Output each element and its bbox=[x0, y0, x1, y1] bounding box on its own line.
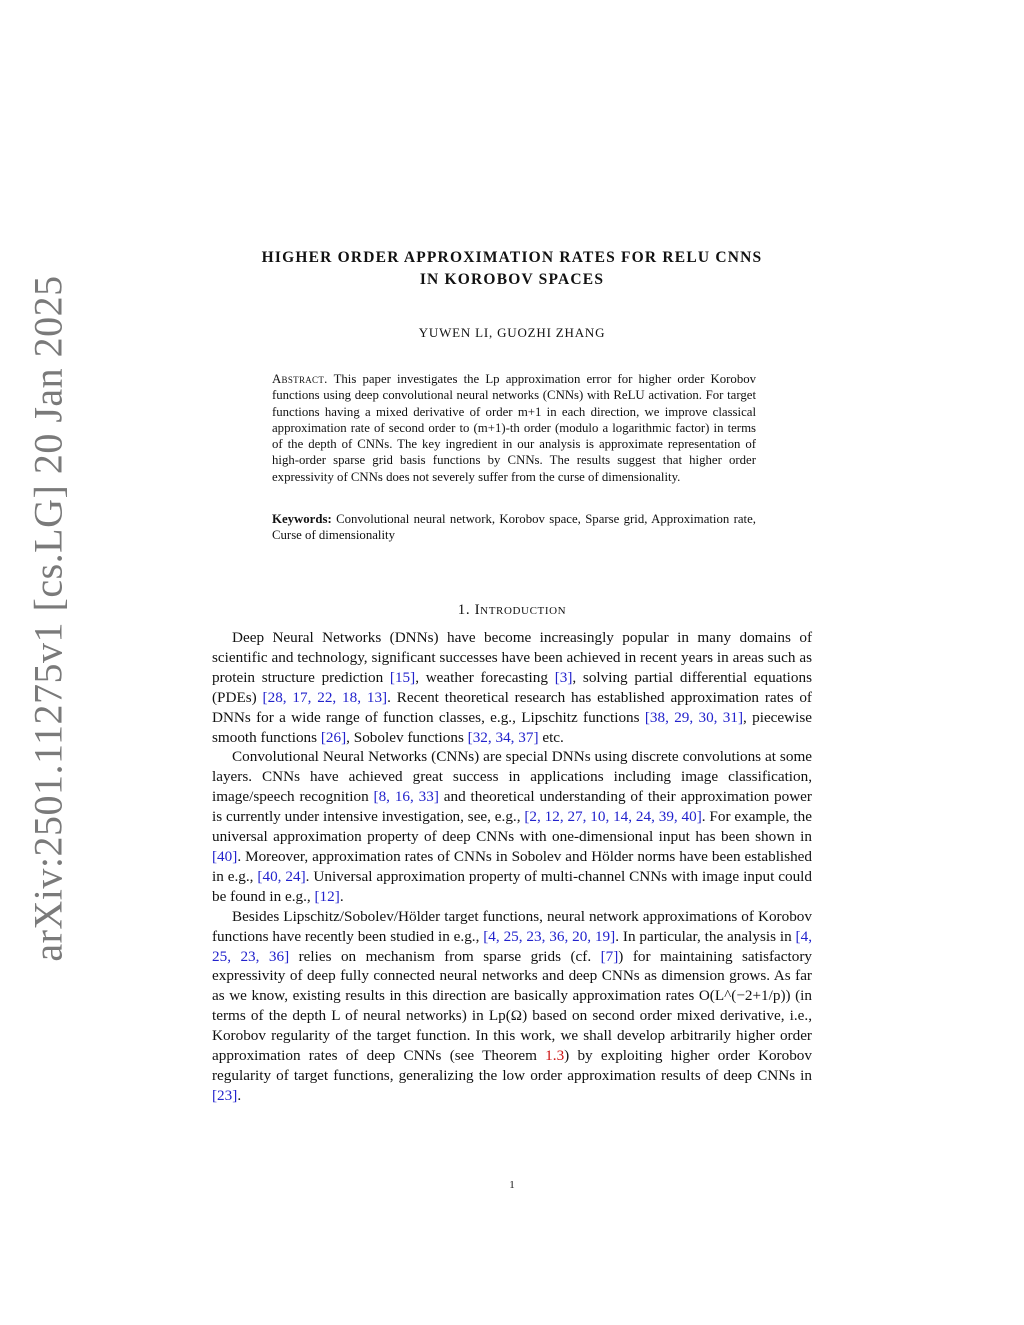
text-run: ) for maintaining satisfactory expressivity of deep fully connected neural networks and deep CNNs as dimension grows. As far as we know, existing results in this direction are basically approximation rates O(L^(−2+1/p)) (in terms of the depth L of neural networks) in Lp(Ω) based on second order mixed derivative, i.e., Korobov regularity of the target function. In this work, we shall develop arbitrarily higher order approximation rates of deep CNNs (see Theorem bbox=[212, 947, 812, 1065]
text-run: , piecewise smooth functions bbox=[212, 708, 813, 746]
text-run: , Sobolev functions bbox=[346, 728, 468, 746]
citation-link[interactable]: [26] bbox=[320, 728, 347, 746]
citation-link[interactable]: [15] bbox=[389, 668, 416, 686]
text-run: and theoretical understanding of their approximation power is currently under intensive investigation, see, e.g., bbox=[212, 788, 812, 826]
text-run: relies on mechanism from sparse grids (cf. bbox=[289, 947, 601, 965]
section-title: Introduction bbox=[474, 602, 567, 618]
citation-link[interactable]: [23] bbox=[212, 1086, 238, 1104]
citation-link[interactable]: [8, 16, 33] bbox=[373, 788, 439, 806]
arxiv-watermark bbox=[25, 274, 71, 962]
text-run: , solving partial differential equations (PDEs) bbox=[212, 668, 812, 706]
citation-link[interactable]: [4, 25, 23, 36] bbox=[212, 927, 812, 965]
abstract bbox=[272, 371, 756, 485]
text-run: . In particular, the analysis in bbox=[615, 927, 796, 945]
text-run: ) by exploiting higher order Korobov regularity of target functions, generalizing the low order approximation results of deep CNNs in bbox=[212, 1047, 812, 1084]
theorem-reference-link[interactable]: 1.3 bbox=[545, 1047, 565, 1065]
citation-link[interactable]: [4, 25, 23, 36, 20, 19] bbox=[483, 927, 616, 945]
keywords-text: Convolutional neural network, Korobov space, Sparse grid, Approximation rate, Curse of dimensionality bbox=[272, 512, 756, 543]
citation-link[interactable]: [32, 34, 37] bbox=[467, 728, 539, 746]
page-number: 1 bbox=[509, 1179, 515, 1191]
paragraph-2 bbox=[212, 747, 812, 906]
text-run: . Universal approximation property of multi-channel CNNs with image input could be found in e.g., bbox=[212, 867, 812, 905]
citation-link[interactable]: [3] bbox=[554, 668, 573, 686]
text-run: . bbox=[339, 887, 344, 905]
citation-link[interactable]: [28, 17, 22, 18, 13] bbox=[262, 688, 388, 706]
keywords-label: Keywords: bbox=[272, 512, 332, 526]
citation-link[interactable]: [40] bbox=[212, 847, 238, 865]
text-run: Convolutional Neural Networks (CNNs) are special DNNs using discrete convolutions at some layers. CNNs have achieved great success in applications including image classification, image/speech recognition bbox=[212, 748, 812, 806]
body-text bbox=[212, 628, 812, 1106]
abstract-text: This paper investigates the Lp approximation error for higher order Korobov functions using deep convolutional neural networks (CNNs) with ReLU activation. For target functions having a mixed derivative of order m+1 in each direction, we improve classical approximation rate of second order to (m+1)-th order (modulo a logarithmic factor) in terms of the depth of CNNs. The key ingredient in our analysis is approximate representation of high-order sparse grid basis functions by CNNs. The results suggest that higher order expressivity of CNNs does not severely suffer from the curse of dimensionality. bbox=[272, 372, 757, 484]
text-run: etc. bbox=[538, 728, 564, 746]
paragraph-1 bbox=[212, 628, 812, 747]
authors: YUWEN LI, GUOZHI ZHANG bbox=[418, 325, 606, 340]
citation-link[interactable]: [12] bbox=[314, 887, 340, 905]
citation-link[interactable]: [7] bbox=[600, 947, 619, 965]
section-heading bbox=[212, 602, 812, 619]
text-run: . bbox=[237, 1086, 242, 1104]
text-run: , weather forecasting bbox=[415, 668, 555, 686]
abstract-label: Abstract. bbox=[272, 372, 328, 386]
text-run: Besides Lipschitz/Sobolev/Hölder target functions, neural network approximations of Korobov functions have recently been studied in e.g., bbox=[212, 907, 812, 945]
paper-title-line-2: IN KOROBOV SPACES bbox=[419, 271, 605, 288]
section-number: 1. bbox=[457, 602, 471, 618]
text-run: . Recent theoretical research has established approximation rates of DNNs for a wide range of function classes, e.g., Lipschitz functions bbox=[212, 688, 812, 726]
paragraph-3 bbox=[212, 907, 812, 1106]
text-run: Deep Neural Networks (DNNs) have become increasingly popular in many domains of scientific and technology, significant successes have been achieved in recent years in areas such as protein structure prediction bbox=[212, 629, 812, 686]
paper-title-line-1: HIGHER ORDER APPROXIMATION RATES FOR RELU CNNS bbox=[261, 249, 763, 266]
arxiv-id: arXiv:2501.11275v1 [cs.LG] 20 Jan 2025 bbox=[25, 274, 71, 962]
citation-link[interactable]: [2, 12, 27, 10, 14, 24, 39, 40] bbox=[524, 808, 702, 826]
text-run: . Moreover, approximation rates of CNNs in Sobolev and Hölder norms have been established in e.g., bbox=[212, 847, 812, 885]
text-run: . For example, the universal approximation property of deep CNNs with one-dimensional input has been shown in bbox=[212, 808, 812, 846]
citation-link[interactable]: [38, 29, 30, 31] bbox=[644, 708, 744, 726]
keywords bbox=[272, 511, 756, 544]
citation-link[interactable]: [40, 24] bbox=[257, 867, 306, 885]
